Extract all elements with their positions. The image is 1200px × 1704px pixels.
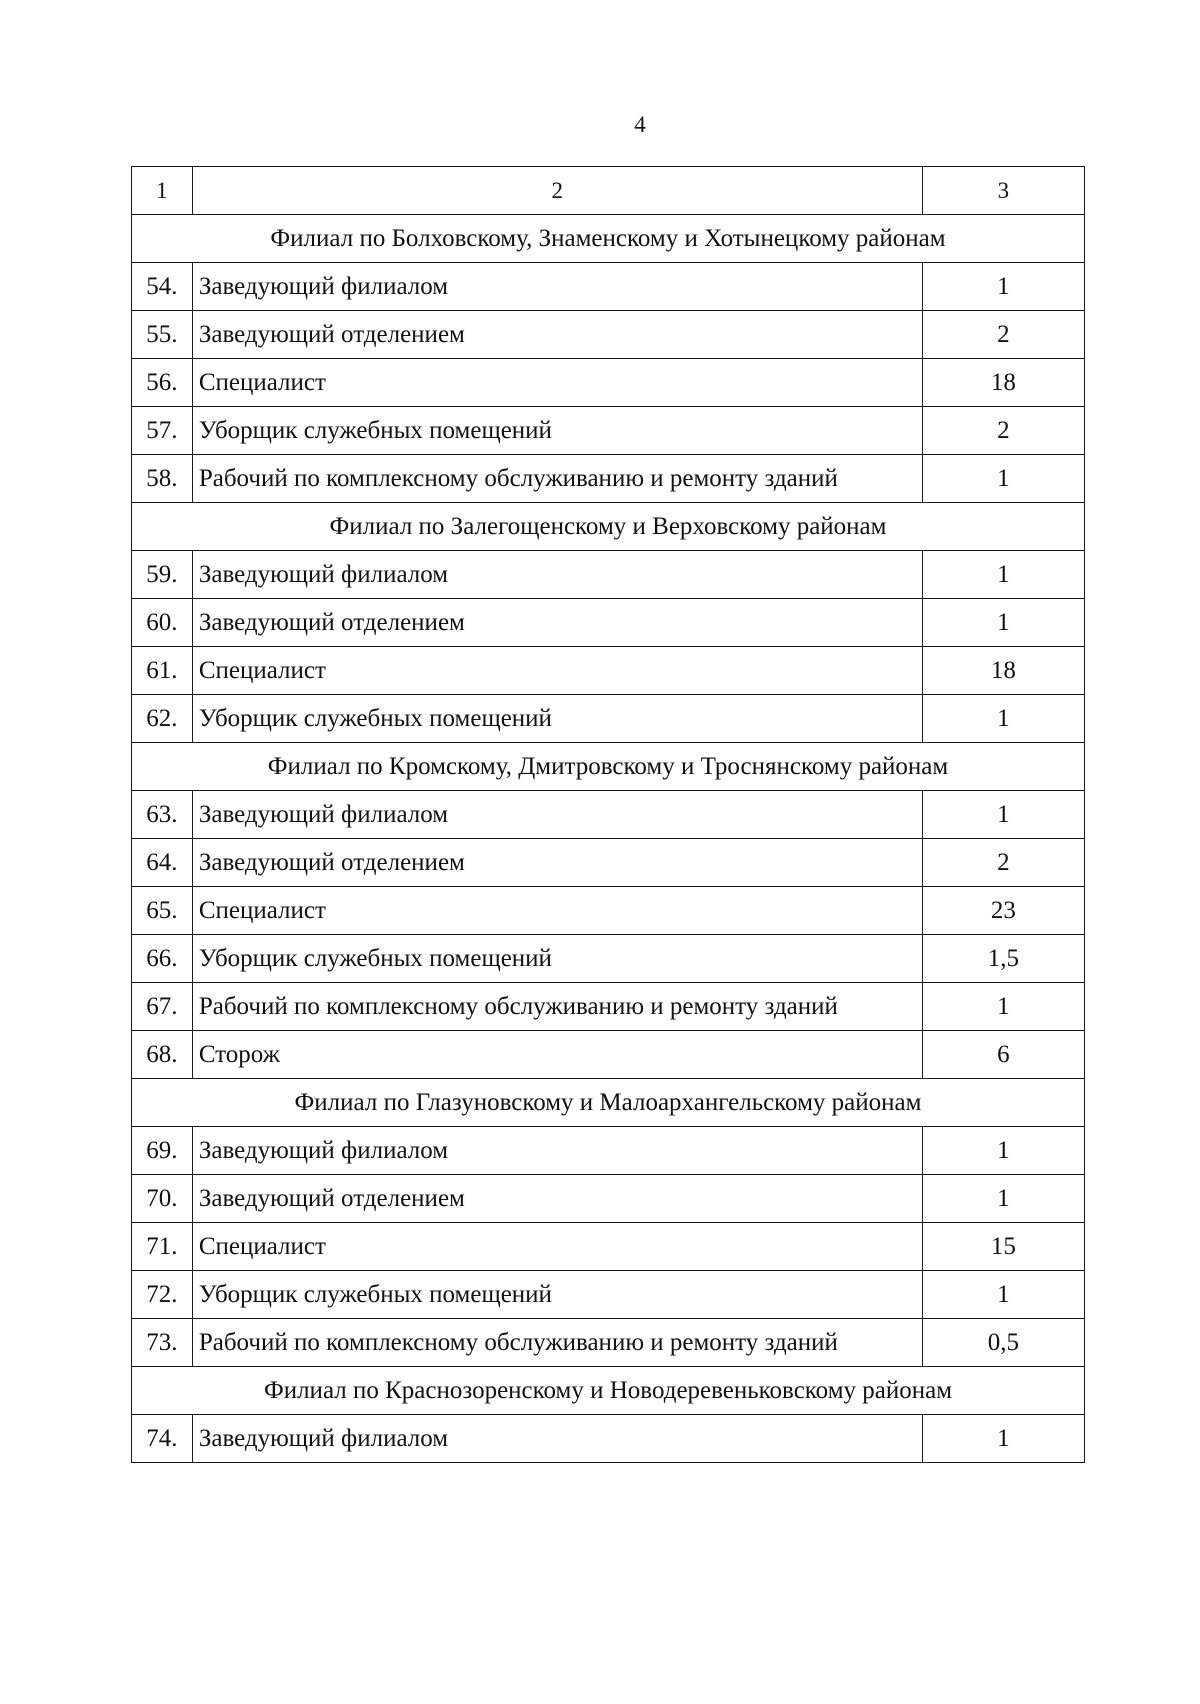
- table-row: [132, 1127, 1085, 1175]
- row-number: 70.: [132, 1175, 193, 1223]
- table-row: [132, 983, 1085, 1031]
- row-number: 72.: [132, 1271, 193, 1319]
- staff-count: 1: [922, 551, 1084, 599]
- staff-count: 2: [922, 407, 1084, 455]
- column-index-row: [132, 167, 1085, 215]
- staff-count: 18: [922, 647, 1084, 695]
- column-index-1: 1: [132, 167, 193, 215]
- position-name: Специалист: [192, 647, 922, 695]
- position-name: Специалист: [192, 359, 922, 407]
- row-number: 57.: [132, 407, 193, 455]
- position-name: Сторож: [192, 1031, 922, 1079]
- table-row: [132, 1271, 1085, 1319]
- table-row: [132, 1415, 1085, 1463]
- row-number: 54.: [132, 263, 193, 311]
- staff-count: 6: [922, 1031, 1084, 1079]
- row-number: 58.: [132, 455, 193, 503]
- position-name: Заведующий отделением: [192, 311, 922, 359]
- staff-table: [131, 166, 1085, 1463]
- row-number: 55.: [132, 311, 193, 359]
- staff-count: 1: [922, 1271, 1084, 1319]
- table-row: [132, 1031, 1085, 1079]
- table-row: [132, 695, 1085, 743]
- table-row: [132, 311, 1085, 359]
- section-header-row: [132, 215, 1085, 263]
- column-index-2: 2: [192, 167, 922, 215]
- row-number: 73.: [132, 1319, 193, 1367]
- table-row: [132, 647, 1085, 695]
- table-row: [132, 455, 1085, 503]
- staff-count: 15: [922, 1223, 1084, 1271]
- staff-count: 1: [922, 263, 1084, 311]
- row-number: 59.: [132, 551, 193, 599]
- table-row: [132, 1175, 1085, 1223]
- section-header-row: [132, 1079, 1085, 1127]
- row-number: 63.: [132, 791, 193, 839]
- staff-count: 1: [922, 1175, 1084, 1223]
- staff-count: 1: [922, 455, 1084, 503]
- position-name: Заведующий филиалом: [192, 551, 922, 599]
- row-number: 65.: [132, 887, 193, 935]
- staff-count: 23: [922, 887, 1084, 935]
- position-name: Уборщик служебных помещений: [192, 1271, 922, 1319]
- row-number: 56.: [132, 359, 193, 407]
- table-row: [132, 407, 1085, 455]
- row-number: 74.: [132, 1415, 193, 1463]
- staff-count: 18: [922, 359, 1084, 407]
- section-title: Филиал по Краснозоренскому и Новодеревеньковскому районам: [132, 1367, 1085, 1415]
- row-number: 61.: [132, 647, 193, 695]
- staff-count: 1: [922, 1127, 1084, 1175]
- position-name: Заведующий отделением: [192, 839, 922, 887]
- section-header-row: [132, 503, 1085, 551]
- position-name: Заведующий филиалом: [192, 1415, 922, 1463]
- table-row: [132, 599, 1085, 647]
- position-name: Заведующий отделением: [192, 1175, 922, 1223]
- table-row: [132, 359, 1085, 407]
- table-row: [132, 551, 1085, 599]
- row-number: 60.: [132, 599, 193, 647]
- position-name: Заведующий филиалом: [192, 263, 922, 311]
- row-number: 68.: [132, 1031, 193, 1079]
- position-name: Заведующий филиалом: [192, 791, 922, 839]
- staff-count: 1: [922, 983, 1084, 1031]
- row-number: 69.: [132, 1127, 193, 1175]
- position-name: Уборщик служебных помещений: [192, 407, 922, 455]
- row-number: 67.: [132, 983, 193, 1031]
- row-number: 62.: [132, 695, 193, 743]
- section-header-row: [132, 743, 1085, 791]
- section-title: Филиал по Болховскому, Знаменскому и Хотынецкому районам: [132, 215, 1085, 263]
- staff-count: 1: [922, 599, 1084, 647]
- section-title: Филиал по Залегощенскому и Верховскому районам: [132, 503, 1085, 551]
- staff-count: 1,5: [922, 935, 1084, 983]
- position-name: Специалист: [192, 887, 922, 935]
- row-number: 64.: [132, 839, 193, 887]
- table-row: [132, 887, 1085, 935]
- section-title: Филиал по Кромскому, Дмитровскому и Троснянскому районам: [132, 743, 1085, 791]
- staff-count: 1: [922, 695, 1084, 743]
- table-row: [132, 839, 1085, 887]
- position-name: Специалист: [192, 1223, 922, 1271]
- page-number: 4: [634, 112, 646, 137]
- row-number: 66.: [132, 935, 193, 983]
- staff-count: 1: [922, 791, 1084, 839]
- table-body: [132, 167, 1085, 1463]
- position-name: Уборщик служебных помещений: [192, 695, 922, 743]
- position-name: Заведующий филиалом: [192, 1127, 922, 1175]
- table-row: [132, 1223, 1085, 1271]
- column-index-3: 3: [922, 167, 1084, 215]
- position-name: Рабочий по комплексному обслуживанию и ремонту зданий: [192, 983, 922, 1031]
- staff-count: 2: [922, 311, 1084, 359]
- section-header-row: [132, 1367, 1085, 1415]
- table-row: [132, 935, 1085, 983]
- row-number: 71.: [132, 1223, 193, 1271]
- table-row: [132, 791, 1085, 839]
- table-row: [132, 1319, 1085, 1367]
- position-name: Рабочий по комплексному обслуживанию и ремонту зданий: [192, 455, 922, 503]
- staff-count: 2: [922, 839, 1084, 887]
- position-name: Заведующий отделением: [192, 599, 922, 647]
- staff-count: 0,5: [922, 1319, 1084, 1367]
- position-name: Уборщик служебных помещений: [192, 935, 922, 983]
- position-name: Рабочий по комплексному обслуживанию и ремонту зданий: [192, 1319, 922, 1367]
- section-title: Филиал по Глазуновскому и Малоархангельскому районам: [132, 1079, 1085, 1127]
- staff-count: 1: [922, 1415, 1084, 1463]
- table-row: [132, 263, 1085, 311]
